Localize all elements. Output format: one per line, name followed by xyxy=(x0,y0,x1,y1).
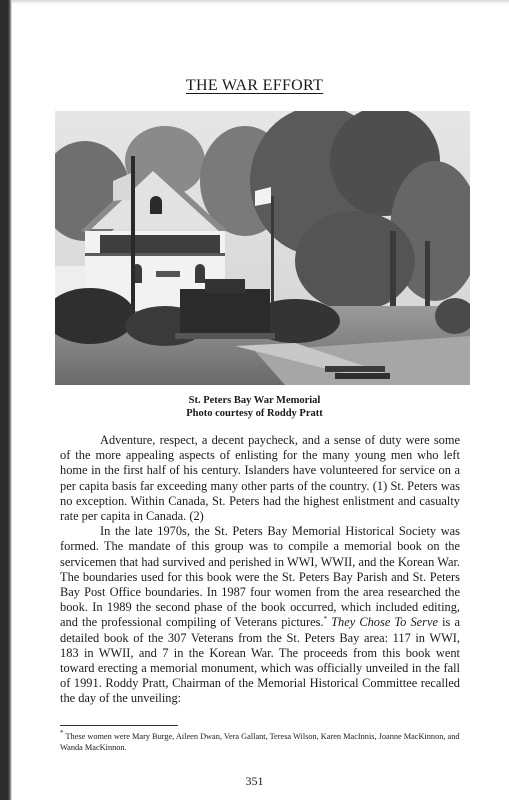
war-memorial-photo xyxy=(55,111,470,385)
footnote-divider xyxy=(60,725,178,726)
page-number: 351 xyxy=(245,774,264,788)
paragraph-2-text-b: is a detailed book of the 307 Veterans from the St. Peters Bay area: 117 in WWI, 183 in WWII, and 7 in the Korean War. The proceeds from this book went toward erecting a memorial monument, which was officially unveiled in the fall of 1991. Roddy Pratt, Chairman of the Memorial Historical Committee recalled the day of the unveiling: xyxy=(60,615,460,706)
photo-caption-title: St. Peters Bay War Memorial xyxy=(188,395,321,406)
photo-caption xyxy=(0,394,509,420)
paragraph-2-text-a: In the late 1970s, the St. Peters Bay Memorial Historical Society was formed. The mandate of this group was to compile a memorial book on the servicemen that had survived and perished in WWI, WWII, and the Korean War. The boundaries used for this book were the St. Peters Bay Parish and St. Peters Bay Post Office boundaries. In 1987 four women from the area researched the book. In 1989 the second phase of the book occurred, which included editing, and the professional compiling of Veterans pictures. xyxy=(60,524,460,630)
paragraph-2 xyxy=(60,524,460,706)
footnote xyxy=(60,731,465,753)
footnote-reference: * xyxy=(323,615,328,624)
body-text xyxy=(60,433,460,707)
book-title: They Chose To Serve xyxy=(331,615,438,630)
page-title xyxy=(0,77,509,95)
war-memorial-photo-illustration xyxy=(55,111,470,385)
page-title-text: THE WAR EFFORT xyxy=(185,77,324,94)
footnote-mark: * xyxy=(60,729,64,738)
footnote-text: These women were Mary Burge, Aileen Dwan, Vera Gallant, Teresa Wilson, Karen MacInnis, Joanne MacKinnon, and Wanda MacKinnon. xyxy=(60,732,460,752)
page-top-edge xyxy=(0,0,509,4)
photo-caption-credit: Photo courtesy of Roddy Pratt xyxy=(186,408,323,419)
paragraph-1: Adventure, respect, a decent paycheck, and a sense of duty were some of the more appealing aspects of enlisting for the many young men who left home in the first half of his century. Islanders have volunteered for service on a per capita basis far exceeding many other parts of the country. (1) St. Peters was no exception. Within Canada, St. Peters had the highest enlistment and casualty rate per capita in Canada. (2) xyxy=(60,433,460,524)
